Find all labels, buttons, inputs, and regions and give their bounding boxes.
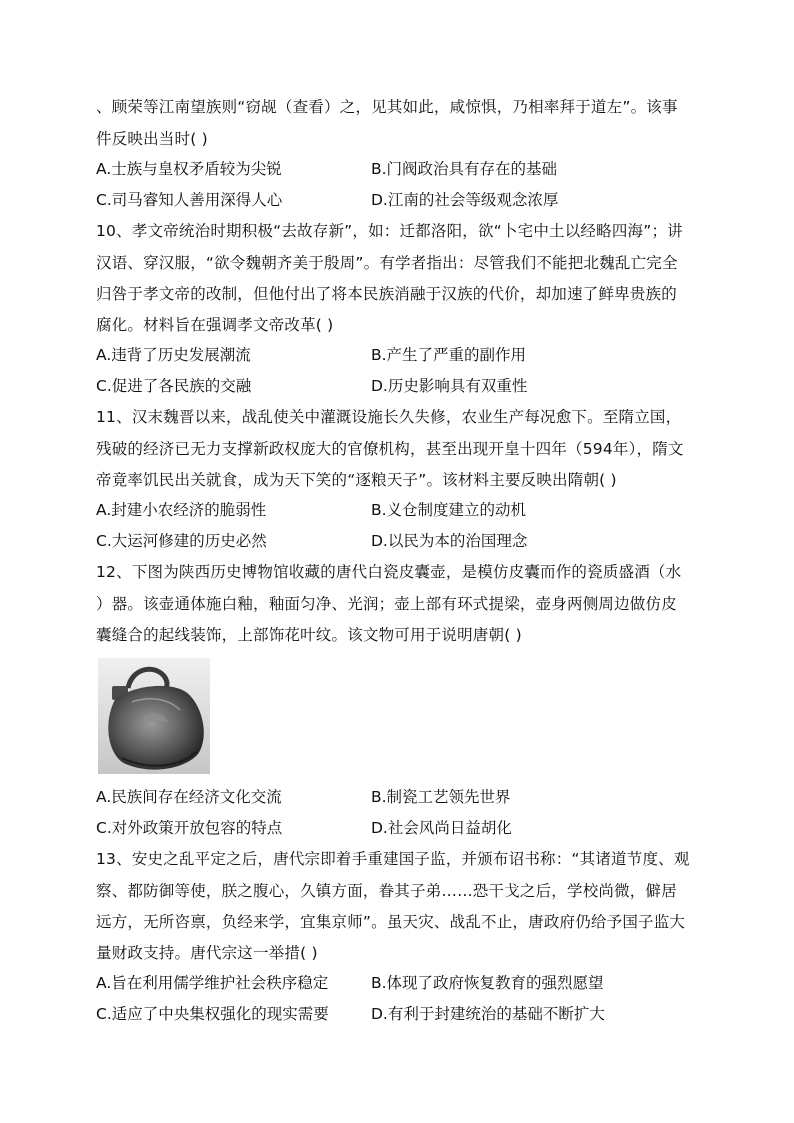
- q9-stem-line-2: 件反映出当时( ): [96, 130, 208, 148]
- q13-stem-line-4: 量财政支持。唐代宗这一举措( ): [96, 944, 318, 962]
- q12-stem-line-3: 囊缝合的起线装饰，上部饰花叶纹。该文物可用于说明唐朝( ): [96, 626, 522, 644]
- q13-stem-line-1: 13、安史之乱平定之后，唐代宗即着手重建国子监，并颁布诏书称：“其诸道节度、观: [96, 850, 690, 868]
- q9-option-c: C.司马睿知人善用深得人心: [96, 191, 283, 209]
- q13-option-a: A.旨在利用儒学维护社会秩序稳定: [96, 974, 329, 992]
- q9-option-d: D.江南的社会等级观念浓厚: [371, 191, 559, 209]
- q12-option-b: B.制瓷工艺领先世界: [371, 788, 511, 806]
- q13-stem-line-2: 察、都防御等使，朕之腹心，久镇方面，眷其子弟……恐干戈之后，学校尚微，僻居: [96, 882, 677, 900]
- q10-stem-line-3: 归咎于孝文帝的改制，但他付出了将本民族消融于汉族的代价，却加速了鲜卑贵族的: [96, 285, 677, 303]
- q10-option-c: C.促进了各民族的交融: [96, 377, 252, 395]
- q9-stem-line-1: 、顾荣等江南望族则“窃觇（查看）之，见其如此，咸惊惧，乃相率拜于道左”。该事: [96, 98, 678, 116]
- q10-stem-line-2: 汉语、穿汉服，“欲令魏朝齐美于殷周”。有学者指出：尽管我们不能把北魏乱亡完全: [96, 254, 678, 272]
- q11-option-a: A.封建小农经济的脆弱性: [96, 501, 267, 519]
- q13-option-b: B.体现了政府恢复教育的强烈愿望: [371, 974, 604, 992]
- porcelain-flask-photo: [98, 658, 210, 774]
- q11-option-d: D.以民为本的治国理念: [371, 532, 528, 550]
- q12-stem-line-1: 12、下图为陕西历史博物馆收藏的唐代白瓷皮囊壶，是模仿皮囊而作的瓷质盛酒（水: [96, 563, 682, 581]
- q12-option-a: A.民族间存在经济文化交流: [96, 788, 282, 806]
- q10-stem-line-4: 腐化。材料旨在强调孝文帝改革( ): [96, 316, 334, 334]
- q9-option-b: B.门阀政治具有存在的基础: [371, 160, 558, 178]
- q10-option-b: B.产生了严重的副作用: [371, 346, 527, 364]
- q12-option-c: C.对外政策开放包容的特点: [96, 819, 283, 837]
- q13-option-d: D.有利于封建统治的基础不断扩大: [371, 1005, 605, 1023]
- q10-stem-line-1: 10、孝文帝统治时期积极“去故存新”，如：迁都洛阳，欲“卜宅中土以经略四海”；讲: [96, 222, 683, 240]
- q11-option-b: B.义仓制度建立的动机: [371, 501, 527, 519]
- q11-stem-line-2: 残破的经济已无力支撑新政权庞大的官僚机构，甚至出现开皇十四年（594年），隋文: [96, 440, 684, 458]
- q12-option-d: D.社会风尚日益胡化: [371, 819, 512, 837]
- q11-stem-line-1: 11、汉末魏晋以来，战乱使关中灌溉设施长久失修，农业生产每况愈下。至隋立国，: [96, 408, 682, 426]
- q13-option-c: C.适应了中央集权强化的现实需要: [96, 1005, 329, 1023]
- q10-option-a: A.违背了历史发展潮流: [96, 346, 251, 364]
- q13-stem-line-3: 远方，无所咨禀，负经来学，宜集京师”。虽天灾、战乱不止，唐政府仍给予国子监大: [96, 913, 686, 931]
- q9-option-a: A.士族与皇权矛盾较为尖锐: [96, 160, 282, 178]
- q11-stem-line-3: 帝竟率饥民出关就食，成为天下笑的“逐粮天子”。该材料主要反映出隋朝( ): [96, 471, 617, 489]
- q11-option-c: C.大运河修建的历史必然: [96, 532, 267, 550]
- q12-stem-line-2: ）器。该壶通体施白釉，釉面匀净、光润；壶上部有环式提梁，壶身两侧周边做仿皮: [96, 595, 677, 613]
- q10-option-d: D.历史影响具有双重性: [371, 377, 528, 395]
